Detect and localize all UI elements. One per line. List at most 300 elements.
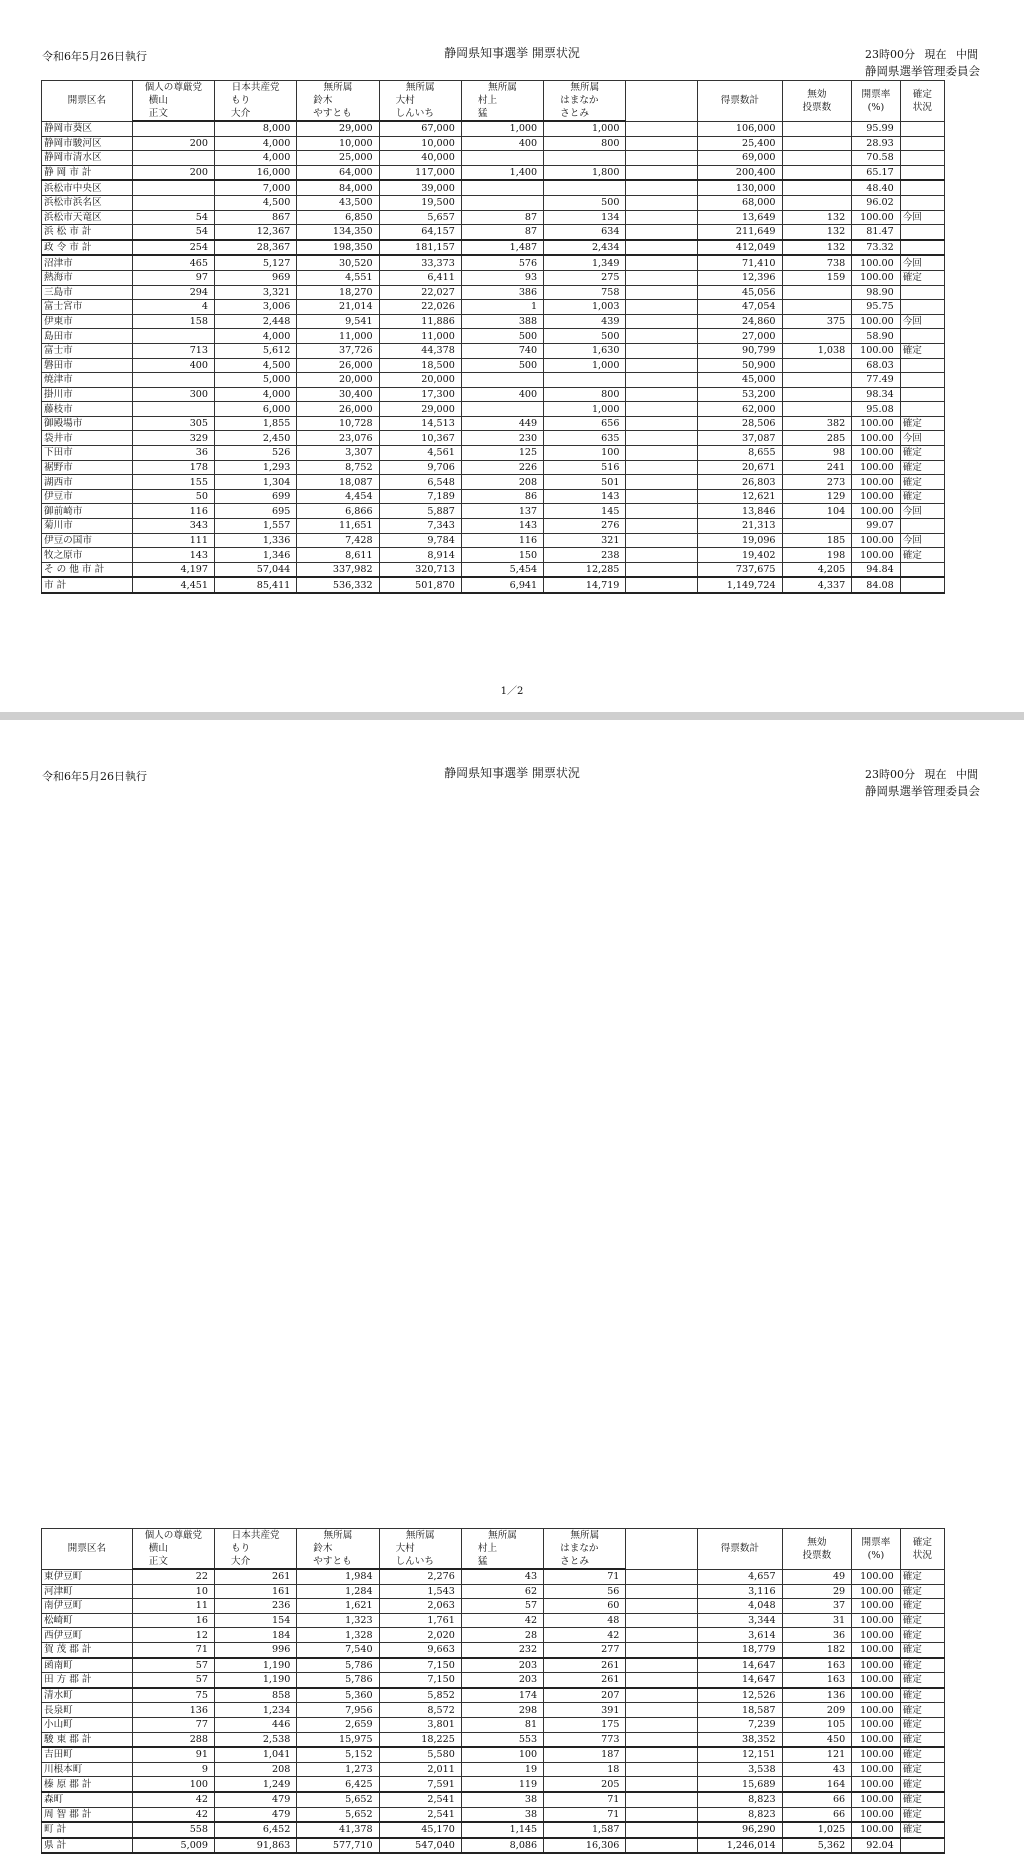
candidate-votes: 57 (461, 1599, 543, 1614)
blank-cell (626, 533, 698, 548)
subtotal-row (42, 1777, 981, 1792)
candidate-votes: 4,500 (215, 195, 297, 210)
candidate-votes: 134 (544, 210, 626, 225)
candidate-votes: 7,428 (297, 533, 379, 548)
candidate-surname: 村上 (461, 1542, 543, 1555)
district-name: 富士宮市 (42, 300, 133, 315)
candidate-votes: 1,336 (215, 533, 297, 548)
candidate-votes: 174 (461, 1688, 543, 1703)
candidate-votes: 11,000 (379, 329, 461, 344)
invalid-votes: 164 (782, 1777, 852, 1792)
candidate-votes: 446 (215, 1717, 297, 1732)
status-cell (900, 165, 944, 180)
total-votes: 12,396 (698, 270, 782, 285)
candidate-surname: 大村 (379, 94, 461, 107)
candidate-votes: 145 (544, 504, 626, 519)
candidate-votes: 30,400 (297, 387, 379, 402)
candidate-votes: 117,000 (379, 165, 461, 180)
blank-cell (626, 1642, 698, 1657)
candidate-votes: 634 (544, 225, 626, 240)
invalid-votes: 49 (782, 1569, 852, 1584)
candidate-votes: 800 (544, 136, 626, 151)
candidate-votes: 695 (215, 504, 297, 519)
candidate-votes: 10,728 (297, 416, 379, 431)
candidate-votes: 134,350 (297, 225, 379, 240)
execution-date: 令和6年5月26日執行 (42, 50, 147, 63)
table-row (42, 300, 981, 315)
candidate-votes: 1,328 (297, 1628, 379, 1643)
table-body (42, 1569, 981, 1853)
total-votes: 211,649 (698, 225, 782, 240)
district-name: 賀 茂 郡 計 (42, 1642, 133, 1657)
count-rate: 96.02 (852, 195, 901, 210)
blank-cell (626, 548, 698, 563)
column-header-rate (852, 81, 901, 122)
candidate-votes: 37,726 (297, 343, 379, 358)
candidate-votes: 158 (132, 314, 214, 329)
total-votes: 50,900 (698, 358, 782, 373)
status-cell: 確定 (900, 1792, 944, 1807)
candidate-votes: 5,652 (297, 1792, 379, 1807)
total-votes: 96,290 (698, 1822, 782, 1838)
subtotal-row (42, 1838, 981, 1854)
candidate-votes: 29,000 (297, 121, 379, 136)
invalid-votes: 4,337 (782, 577, 852, 593)
results-table-page-1 (41, 80, 981, 594)
candidate-votes: 42 (132, 1807, 214, 1822)
candidate-votes: 449 (461, 416, 543, 431)
status-cell (900, 180, 944, 195)
invalid-votes (782, 151, 852, 166)
district-name: 市 計 (42, 577, 133, 593)
count-rate: 84.08 (852, 577, 901, 593)
district-name: 袋井市 (42, 431, 133, 446)
candidate-votes: 479 (215, 1807, 297, 1822)
blank-column-header (626, 1529, 698, 1570)
invalid-votes: 185 (782, 533, 852, 548)
candidate-votes: 23,076 (297, 431, 379, 446)
candidate-votes: 9,784 (379, 533, 461, 548)
count-rate: 100.00 (852, 1703, 901, 1718)
candidate-votes: 236 (215, 1599, 297, 1614)
candidate-votes: 3,307 (297, 446, 379, 461)
column-header-status (900, 81, 944, 122)
candidate-given-name: 猛 (461, 107, 543, 121)
district-name: 松崎町 (42, 1613, 133, 1628)
candidate-given-name: 大介 (215, 1555, 297, 1569)
column-header-status-line2: 状況 (912, 101, 932, 113)
candidate-party: 個人の尊厳党 (132, 1529, 214, 1543)
candidate-votes: 298 (461, 1703, 543, 1718)
candidate-votes: 40,000 (379, 151, 461, 166)
candidate-votes: 501 (544, 475, 626, 490)
candidate-votes: 1,630 (544, 343, 626, 358)
district-name: 伊東市 (42, 314, 133, 329)
blank-cell (626, 431, 698, 446)
candidate-votes: 203 (461, 1658, 543, 1673)
status-cell: 確定 (900, 1642, 944, 1657)
candidate-surname: 横山 (132, 94, 214, 107)
total-votes: 62,000 (698, 402, 782, 417)
blank-cell (626, 475, 698, 490)
table-row (42, 1599, 981, 1614)
candidate-votes: 2,276 (379, 1569, 461, 1584)
candidate-votes: 4,000 (215, 151, 297, 166)
total-votes: 200,400 (698, 165, 782, 180)
invalid-votes: 163 (782, 1673, 852, 1688)
district-name: 掛川市 (42, 387, 133, 402)
candidate-surname: 大村 (379, 1542, 461, 1555)
candidate-votes: 71 (544, 1807, 626, 1822)
status-cell (900, 373, 944, 388)
status-cell (900, 136, 944, 151)
candidate-votes: 337,982 (297, 562, 379, 577)
table-row (42, 1569, 981, 1584)
candidate-votes: 4,500 (215, 358, 297, 373)
candidate-votes: 479 (215, 1792, 297, 1807)
total-votes: 28,506 (698, 416, 782, 431)
status-cell (900, 329, 944, 344)
status-cell: 確定 (900, 1717, 944, 1732)
total-votes: 412,049 (698, 240, 782, 256)
total-votes: 7,239 (698, 1717, 782, 1732)
candidate-votes: 465 (132, 255, 214, 270)
table-row (42, 1613, 981, 1628)
candidate-votes: 2,450 (215, 431, 297, 446)
total-votes: 68,000 (698, 195, 782, 210)
table-row (42, 314, 981, 329)
status-cell (900, 387, 944, 402)
invalid-votes (782, 373, 852, 388)
candidate-votes: 19,500 (379, 195, 461, 210)
table-row (42, 402, 981, 417)
candidate-votes: 1,587 (544, 1822, 626, 1838)
blank-cell (626, 1673, 698, 1688)
candidate-votes: 143 (132, 548, 214, 563)
candidate-given-name: やすとも (297, 107, 379, 121)
total-votes: 12,151 (698, 1747, 782, 1762)
candidate-votes: 4,454 (297, 489, 379, 504)
candidate-votes: 758 (544, 285, 626, 300)
candidate-votes: 1,293 (215, 460, 297, 475)
invalid-votes: 209 (782, 1703, 852, 1718)
candidate-votes: 11,651 (297, 519, 379, 534)
candidate-votes: 7,150 (379, 1673, 461, 1688)
table-row (42, 1584, 981, 1599)
total-votes: 13,649 (698, 210, 782, 225)
candidate-votes: 2,538 (215, 1732, 297, 1747)
candidate-party: 無所属 (379, 81, 461, 95)
total-votes: 3,614 (698, 1628, 782, 1643)
candidate-party: 無所属 (297, 81, 379, 95)
candidate-votes (544, 373, 626, 388)
count-rate: 100.00 (852, 489, 901, 504)
candidate-votes: 91,863 (215, 1838, 297, 1854)
column-header-rate-line2: (%) (867, 1549, 885, 1561)
total-votes: 90,799 (698, 343, 782, 358)
invalid-votes: 36 (782, 1628, 852, 1643)
column-header-rate-line1: 開票率 (861, 88, 891, 100)
subtotal-row (42, 225, 981, 240)
candidate-votes: 305 (132, 416, 214, 431)
candidate-votes: 75 (132, 1688, 214, 1703)
count-rate: 68.03 (852, 358, 901, 373)
total-votes: 3,344 (698, 1613, 782, 1628)
table-row (42, 343, 981, 358)
count-rate: 73.32 (852, 240, 901, 256)
candidate-votes: 207 (544, 1688, 626, 1703)
status-cell: 確定 (900, 1762, 944, 1777)
candidate-votes: 1,000 (544, 121, 626, 136)
count-rate: 100.00 (852, 460, 901, 475)
district-name: 熱海市 (42, 270, 133, 285)
table-row (42, 373, 981, 388)
district-name: 富士市 (42, 343, 133, 358)
candidate-votes: 38 (461, 1807, 543, 1822)
blank-cell (626, 1762, 698, 1777)
candidate-votes: 71 (132, 1642, 214, 1657)
status-cell: 今回 (900, 314, 944, 329)
status-cell (900, 562, 944, 577)
candidate-surname: 鈴木 (297, 94, 379, 107)
table-row (42, 1628, 981, 1643)
candidate-votes: 12,367 (215, 225, 297, 240)
blank-cell (626, 300, 698, 315)
table-row (42, 270, 981, 285)
district-name: 磐田市 (42, 358, 133, 373)
district-name: 南伊豆町 (42, 1599, 133, 1614)
candidate-surname: 横山 (132, 1542, 214, 1555)
invalid-votes: 163 (782, 1658, 852, 1673)
invalid-votes (782, 300, 852, 315)
count-rate: 100.00 (852, 1762, 901, 1777)
column-header-rate-line1: 開票率 (861, 1536, 891, 1548)
district-name: 函南町 (42, 1658, 133, 1673)
candidate-votes: 6,866 (297, 504, 379, 519)
candidate-votes: 44,378 (379, 343, 461, 358)
count-rate: 77.49 (852, 373, 901, 388)
candidate-votes: 9 (132, 1762, 214, 1777)
candidate-votes: 1,346 (215, 548, 297, 563)
table-row (42, 1792, 981, 1807)
count-rate: 100.00 (852, 431, 901, 446)
candidate-votes: 11,886 (379, 314, 461, 329)
candidate-votes: 1,984 (297, 1569, 379, 1584)
table-row (42, 1658, 981, 1673)
invalid-votes: 198 (782, 548, 852, 563)
total-votes: 47,054 (698, 300, 782, 315)
candidate-votes: 5,652 (297, 1807, 379, 1822)
invalid-votes: 375 (782, 314, 852, 329)
count-rate: 100.00 (852, 1688, 901, 1703)
candidate-votes: 87 (461, 210, 543, 225)
candidate-votes: 8,000 (215, 121, 297, 136)
count-rate: 58.90 (852, 329, 901, 344)
district-name: 三島市 (42, 285, 133, 300)
candidate-votes: 6,548 (379, 475, 461, 490)
page-number: 1／2 (500, 686, 524, 697)
blank-cell (626, 1703, 698, 1718)
candidate-votes: 29,000 (379, 402, 461, 417)
candidate-votes: 25,000 (297, 151, 379, 166)
count-rate: 98.90 (852, 285, 901, 300)
blank-column-header (626, 81, 698, 122)
candidate-votes: 773 (544, 1732, 626, 1747)
total-votes: 20,671 (698, 460, 782, 475)
candidate-votes: 3,006 (215, 300, 297, 315)
blank-cell (626, 180, 698, 195)
candidate-votes: 71 (544, 1569, 626, 1584)
count-rate: 95.75 (852, 300, 901, 315)
blank-cell (626, 562, 698, 577)
candidate-votes: 33,373 (379, 255, 461, 270)
candidate-votes: 2,541 (379, 1792, 461, 1807)
invalid-votes: 738 (782, 255, 852, 270)
candidate-votes: 54 (132, 225, 214, 240)
count-rate: 81.47 (852, 225, 901, 240)
candidate-votes: 1,003 (544, 300, 626, 315)
status-cell: 確定 (900, 548, 944, 563)
status-cell (900, 402, 944, 417)
total-votes: 71,410 (698, 255, 782, 270)
candidate-votes: 4,551 (297, 270, 379, 285)
candidate-votes: 2,011 (379, 1762, 461, 1777)
column-header-total: 得票数計 (698, 81, 782, 122)
candidate-votes: 203 (461, 1673, 543, 1688)
invalid-votes: 5,362 (782, 1838, 852, 1854)
count-rate: 100.00 (852, 343, 901, 358)
total-votes: 45,000 (698, 373, 782, 388)
invalid-votes: 129 (782, 489, 852, 504)
table-row (42, 1688, 981, 1703)
candidate-votes (132, 180, 214, 195)
count-rate: 100.00 (852, 1777, 901, 1792)
count-rate: 100.00 (852, 1613, 901, 1628)
blank-cell (626, 285, 698, 300)
candidate-votes: 8,914 (379, 548, 461, 563)
candidate-votes: 6,425 (297, 1777, 379, 1792)
candidate-votes: 100 (132, 1777, 214, 1792)
candidate-votes: 740 (461, 343, 543, 358)
status-cell: 今回 (900, 210, 944, 225)
candidate-votes: 2,434 (544, 240, 626, 256)
blank-cell (626, 489, 698, 504)
candidate-votes: 6,941 (461, 577, 543, 593)
candidate-votes: 526 (215, 446, 297, 461)
invalid-votes: 1,025 (782, 1822, 852, 1838)
district-name: 伊豆市 (42, 489, 133, 504)
candidate-votes: 7,150 (379, 1658, 461, 1673)
report-time: 23時00分 現在 中間 (865, 768, 978, 781)
blank-cell (626, 1717, 698, 1732)
candidate-votes: 208 (461, 475, 543, 490)
candidate-votes: 7,343 (379, 519, 461, 534)
blank-cell (626, 1822, 698, 1838)
table-header (42, 1529, 981, 1570)
blank-cell (626, 504, 698, 519)
total-votes: 12,526 (698, 1688, 782, 1703)
blank-cell (626, 195, 698, 210)
candidate-party: 日本共産党 (215, 1529, 297, 1543)
status-cell: 確定 (900, 489, 944, 504)
candidate-votes: 28 (461, 1628, 543, 1643)
candidate-votes: 91 (132, 1747, 214, 1762)
candidate-votes (544, 180, 626, 195)
district-name: そ の 他 市 計 (42, 562, 133, 577)
candidate-votes: 1,543 (379, 1584, 461, 1599)
candidate-votes: 16 (132, 1613, 214, 1628)
blank-cell (626, 314, 698, 329)
table-row (42, 136, 981, 151)
district-name: 浜松市浜名区 (42, 195, 133, 210)
candidate-votes: 15,975 (297, 1732, 379, 1747)
candidate-votes: 57,044 (215, 562, 297, 577)
total-votes: 19,402 (698, 548, 782, 563)
candidate-party: 日本共産党 (215, 81, 297, 95)
district-name: 小山町 (42, 1717, 133, 1732)
invalid-votes: 285 (782, 431, 852, 446)
district-name: 浜松市中央区 (42, 180, 133, 195)
invalid-votes: 43 (782, 1762, 852, 1777)
blank-cell (626, 358, 698, 373)
invalid-votes: 104 (782, 504, 852, 519)
candidate-party: 無所属 (544, 1529, 626, 1543)
candidate-votes: 329 (132, 431, 214, 446)
candidate-party: 無所属 (297, 1529, 379, 1543)
blank-cell (626, 1613, 698, 1628)
candidate-votes: 2,659 (297, 1717, 379, 1732)
candidate-votes: 111 (132, 533, 214, 548)
candidate-votes (132, 329, 214, 344)
candidate-votes (132, 121, 214, 136)
status-cell: 確定 (900, 1584, 944, 1599)
candidate-votes: 1,621 (297, 1599, 379, 1614)
candidate-votes: 500 (461, 329, 543, 344)
subtotal-row (42, 240, 981, 256)
candidate-votes: 1,855 (215, 416, 297, 431)
candidate-votes: 6,452 (215, 1822, 297, 1838)
column-header-status-line2: 状況 (912, 1549, 932, 1561)
report-title: 静岡県知事選挙 開票状況 (444, 46, 580, 60)
candidate-votes: 5,786 (297, 1658, 379, 1673)
count-rate: 100.00 (852, 270, 901, 285)
candidate-votes: 5,580 (379, 1747, 461, 1762)
total-votes: 19,096 (698, 533, 782, 548)
status-cell: 確定 (900, 270, 944, 285)
candidate-votes: 57 (132, 1658, 214, 1673)
candidate-votes (544, 151, 626, 166)
count-rate: 100.00 (852, 1658, 901, 1673)
district-name: 静岡市葵区 (42, 121, 133, 136)
candidate-votes: 38 (461, 1792, 543, 1807)
candidate-surname: 村上 (461, 94, 543, 107)
status-cell: 今回 (900, 255, 944, 270)
subtotal-row (42, 165, 981, 180)
table-row (42, 358, 981, 373)
candidate-votes: 343 (132, 519, 214, 534)
district-name: 河津町 (42, 1584, 133, 1599)
count-rate: 100.00 (852, 1569, 901, 1584)
blank-cell (626, 446, 698, 461)
candidate-votes (132, 151, 214, 166)
candidate-votes: 16,306 (544, 1838, 626, 1854)
blank-cell (626, 255, 698, 270)
candidate-votes: 18,270 (297, 285, 379, 300)
candidate-votes: 187 (544, 1747, 626, 1762)
candidate-votes: 3,321 (215, 285, 297, 300)
candidate-votes: 48 (544, 1613, 626, 1628)
candidate-votes: 5,009 (132, 1838, 214, 1854)
